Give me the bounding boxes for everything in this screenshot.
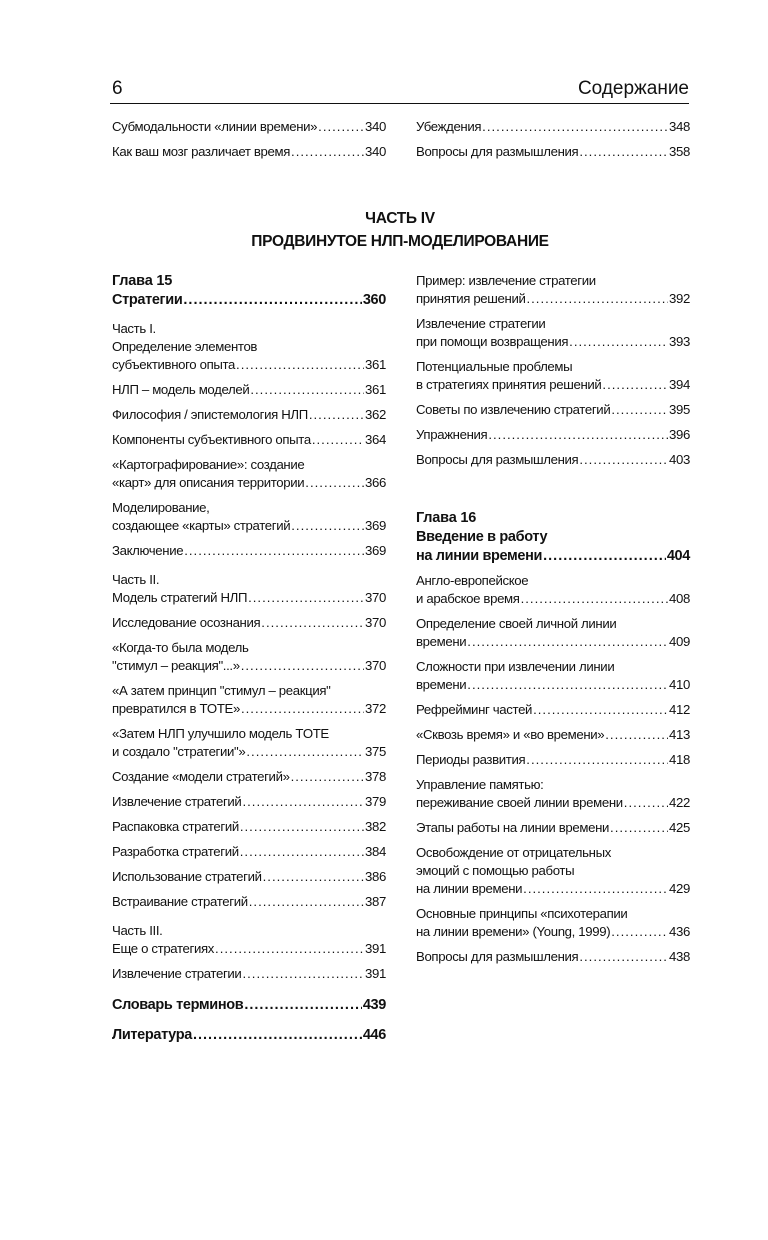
dot-leader: [244, 996, 362, 1014]
toc-entry[interactable]: [112, 965, 386, 983]
toc-entry-glossary[interactable]: [112, 996, 386, 1014]
toc-entry[interactable]: [112, 868, 386, 886]
dot-leader: [263, 868, 364, 886]
entry-title: Сложности при извлечении линии: [416, 659, 615, 674]
entry-page: 391: [365, 966, 386, 981]
entry-page: 340: [365, 119, 386, 134]
entry-title: Распаковка стратегий: [112, 819, 239, 834]
dot-leader: [291, 768, 364, 786]
entry-title-cont: и создало "стратегии"»: [112, 744, 246, 759]
entry-title: Еще о стратегиях: [112, 941, 215, 956]
entry-page: 348: [669, 119, 690, 134]
entry-title-cont: при помощи возвращения: [416, 334, 569, 349]
toc-entry[interactable]: [416, 143, 690, 161]
entry-title-cont: создающее «карты» стратегий: [112, 518, 291, 533]
entry-page: 370: [365, 590, 386, 605]
toc-entry[interactable]: [112, 542, 386, 560]
toc-entry[interactable]: [416, 658, 690, 694]
entry-page: 382: [365, 819, 386, 834]
top-right-entries: [416, 118, 690, 168]
header-rule: [110, 103, 689, 104]
entry-title: Субмодальности «линии времени»: [112, 119, 318, 134]
entry-title: «Сквозь время» и «во времени»: [416, 727, 605, 742]
toc-entry-bibliography[interactable]: [112, 1026, 386, 1044]
dot-leader: [305, 474, 364, 492]
toc-entry[interactable]: [112, 614, 386, 632]
toc-entry[interactable]: [416, 615, 690, 651]
part-2-entries: [112, 589, 386, 911]
toc-entry[interactable]: [416, 726, 690, 744]
entry-page: 340: [365, 144, 386, 159]
entry-title-cont: "стимул – реакция"...»: [112, 658, 240, 673]
entry-page: 404: [666, 548, 690, 564]
entry-title: НЛП – модель моделей: [112, 382, 250, 397]
toc-entry[interactable]: [112, 768, 386, 786]
entry-title: Вопросы для размышления: [416, 144, 579, 159]
part-title: ПРОДВИНУТОЕ НЛП-МОДЕЛИРОВАНИЕ: [251, 233, 549, 250]
chapter-title-cont: на линии времени: [416, 548, 543, 564]
chapter-15-title-entry[interactable]: [112, 291, 386, 309]
entry-title: «А затем принцип "стимул – реакция": [112, 683, 331, 698]
part-heading: [0, 207, 768, 253]
part-3-entries: [112, 940, 386, 983]
dot-leader: [183, 291, 361, 309]
toc-entry[interactable]: [416, 358, 690, 394]
entry-page: 358: [669, 144, 690, 159]
toc-entry[interactable]: [416, 451, 690, 469]
entry-title-cont: на линии времени» (Young, 1999): [416, 924, 611, 939]
entry-title-cont: принятия решений: [416, 291, 526, 306]
toc-entry[interactable]: [112, 843, 386, 861]
toc-entry[interactable]: [416, 572, 690, 608]
dot-leader: [602, 376, 668, 394]
dot-leader: [241, 657, 364, 675]
entry-title: Определение элементов: [112, 339, 258, 354]
entry-title: Модель стратегий НЛП: [112, 590, 248, 605]
dot-leader: [250, 381, 364, 399]
dot-leader: [467, 633, 668, 651]
entry-page: 439: [362, 997, 386, 1013]
toc-entry[interactable]: [416, 905, 690, 941]
entry-title-cont: времени: [416, 634, 467, 649]
entry-title-cont: в стратегиях принятия решений: [416, 377, 602, 392]
entry-title: Словарь терминов: [112, 997, 244, 1013]
entry-page: 403: [669, 452, 690, 467]
top-left-entries: [112, 118, 386, 168]
chapter-16-label: Глава 16: [416, 510, 477, 526]
entry-title: Извлечение стратегий: [112, 794, 242, 809]
entry-title: Определение своей личной линии: [416, 616, 617, 631]
entry-page: 364: [365, 432, 386, 447]
chapter-title: Стратегии: [112, 292, 183, 308]
dot-leader: [605, 726, 668, 744]
toc-entry[interactable]: [112, 639, 386, 675]
entry-title: «Затем НЛП улучшило модель TOTE: [112, 726, 329, 741]
running-title: Содержание: [577, 78, 689, 99]
entry-title: Моделирование,: [112, 500, 210, 515]
dot-leader: [193, 1026, 362, 1044]
toc-entry[interactable]: [112, 589, 386, 607]
entry-page: 412: [669, 702, 690, 717]
entry-title: Заключение: [112, 543, 184, 558]
entry-title: Упражнения: [416, 427, 488, 442]
toc-entry[interactable]: [416, 426, 690, 444]
part-2-label: Часть II.: [112, 572, 160, 587]
toc-entry[interactable]: [416, 776, 690, 812]
toc-entry[interactable]: [416, 819, 690, 837]
dot-leader: [312, 431, 364, 449]
entry-page: 418: [669, 752, 690, 767]
page-number: 6: [112, 78, 123, 99]
entry-page: 361: [365, 357, 386, 372]
entry-page: 395: [669, 402, 690, 417]
entry-title: «Когда-то была модель: [112, 640, 249, 655]
toc-entry[interactable]: [112, 143, 386, 161]
entry-page: 425: [669, 820, 690, 835]
dot-leader: [248, 589, 364, 607]
dot-leader: [215, 940, 364, 958]
entry-page: 410: [669, 677, 690, 692]
right-column: [416, 272, 690, 973]
entry-title: Убеждения: [416, 119, 482, 134]
entry-title: Вопросы для размышления: [416, 949, 579, 964]
entry-page: 360: [362, 292, 386, 308]
entry-page: 429: [669, 881, 690, 896]
dot-leader: [610, 819, 668, 837]
entry-title-cont: переживание своей линии времени: [416, 795, 623, 810]
part-3-label: Часть III.: [112, 923, 163, 938]
toc-entry[interactable]: [112, 499, 386, 535]
entry-title: Использование стратегий: [112, 869, 262, 884]
dot-leader: [291, 517, 364, 535]
chapter-16-entries: [416, 572, 690, 966]
dot-leader: [184, 542, 364, 560]
toc-entry[interactable]: [112, 118, 386, 136]
dot-leader: [242, 965, 364, 983]
toc-entry[interactable]: [112, 338, 386, 374]
entry-page: 366: [365, 475, 386, 490]
entry-page: 370: [365, 658, 386, 673]
toc-entry[interactable]: [112, 793, 386, 811]
entry-page: 361: [365, 382, 386, 397]
toc-entry[interactable]: [112, 682, 386, 718]
dot-leader: [611, 923, 668, 941]
dot-leader: [624, 794, 668, 812]
entry-title: Как ваш мозг различает время: [112, 144, 291, 159]
dot-leader: [543, 547, 666, 565]
entry-page: 408: [669, 591, 690, 606]
dot-leader: [579, 451, 668, 469]
toc-entry[interactable]: [416, 948, 690, 966]
entry-title: Литература: [112, 1027, 192, 1043]
toc-entry[interactable]: [416, 272, 690, 308]
toc-entry[interactable]: [112, 725, 386, 761]
dot-leader: [261, 614, 364, 632]
entry-title-cont: субъективного опыта: [112, 357, 236, 372]
entry-title: эмоций с помощью работы: [416, 863, 575, 878]
entry-title: Создание «модели стратегий»: [112, 769, 290, 784]
entry-page: 391: [365, 941, 386, 956]
toc-entry[interactable]: [112, 818, 386, 836]
entry-page: 387: [365, 894, 386, 909]
toc-entry[interactable]: [416, 701, 690, 719]
entry-title: Периоды развития: [416, 752, 526, 767]
entry-page: 392: [669, 291, 690, 306]
entry-page: 393: [669, 334, 690, 349]
part-1-label: Часть I.: [112, 321, 156, 336]
entry-title: Компоненты субъективного опыта: [112, 432, 311, 447]
toc-entry[interactable]: [112, 431, 386, 449]
dot-leader: [569, 333, 668, 351]
entry-page: 436: [669, 924, 690, 939]
dot-leader: [611, 401, 668, 419]
entry-page: 409: [669, 634, 690, 649]
entry-title: Разработка стратегий: [112, 844, 239, 859]
toc-entry[interactable]: [416, 118, 690, 136]
entry-title: Извлечение стратегии: [112, 966, 242, 981]
toc-entry[interactable]: [416, 751, 690, 769]
entry-page: 370: [365, 615, 386, 630]
entry-page: 413: [669, 727, 690, 742]
entry-page: 372: [365, 701, 386, 716]
toc-entry[interactable]: [416, 315, 690, 351]
chapter-16-title-entry[interactable]: [416, 528, 690, 565]
dot-leader: [241, 700, 364, 718]
entry-title: Этапы работы на линии времени: [416, 820, 610, 835]
part-number: ЧАСТЬ IV: [365, 210, 435, 227]
dot-leader: [488, 426, 668, 444]
dot-leader: [291, 143, 364, 161]
entry-title: Англо-европейское: [416, 573, 529, 588]
dot-leader: [249, 893, 364, 911]
entry-title: Освобождение от отрицательных: [416, 845, 611, 860]
dot-leader: [523, 880, 668, 898]
part-1-entries: [112, 338, 386, 560]
entry-page: 422: [669, 795, 690, 810]
dot-leader: [240, 818, 364, 836]
dot-leader: [240, 843, 364, 861]
entry-title: Вопросы для размышления: [416, 452, 579, 467]
dot-leader: [579, 143, 668, 161]
right-top-entries: [416, 272, 690, 469]
toc-entry[interactable]: [112, 381, 386, 399]
entry-title: Извлечение стратегии: [416, 316, 546, 331]
toc-entry[interactable]: [112, 893, 386, 911]
dot-leader: [533, 701, 668, 719]
dot-leader: [526, 290, 668, 308]
dot-leader: [309, 406, 364, 424]
entry-page: 384: [365, 844, 386, 859]
entry-page: 369: [365, 518, 386, 533]
chapter-15-label: Глава 15: [112, 273, 173, 289]
dot-leader: [526, 751, 668, 769]
dot-leader: [482, 118, 668, 136]
dot-leader: [236, 356, 364, 374]
toc-entry[interactable]: [112, 940, 386, 958]
entry-title-cont: «карт» для описания территории: [112, 475, 305, 490]
entry-title-cont: превратился в TOTE»: [112, 701, 240, 716]
dot-leader: [318, 118, 364, 136]
entry-page: 362: [365, 407, 386, 422]
entry-page: 386: [365, 869, 386, 884]
entry-page: 378: [365, 769, 386, 784]
entry-page: 438: [669, 949, 690, 964]
entry-title: Исследование осознания: [112, 615, 261, 630]
entry-title-cont: времени: [416, 677, 467, 692]
entry-title: Управление памятью:: [416, 777, 544, 792]
entry-title-cont: на линии времени: [416, 881, 523, 896]
entry-title: Философия / эпистемология НЛП: [112, 407, 308, 422]
entry-page: 396: [669, 427, 690, 442]
entry-title: Советы по извлечению стратегий: [416, 402, 611, 417]
entry-title: Основные принципы «психотерапии: [416, 906, 628, 921]
entry-title: Потенциальные проблемы: [416, 359, 573, 374]
dot-leader: [521, 590, 668, 608]
toc-entry[interactable]: [112, 456, 386, 492]
entry-title: Встраивание стратегий: [112, 894, 248, 909]
dot-leader: [242, 793, 364, 811]
entry-page: 446: [362, 1027, 386, 1043]
left-column: [112, 272, 386, 1056]
entry-title: Пример: извлечение стратегии: [416, 273, 596, 288]
entry-page: 369: [365, 543, 386, 558]
entry-page: 394: [669, 377, 690, 392]
dot-leader: [467, 676, 668, 694]
toc-entry[interactable]: [416, 401, 690, 419]
chapter-title: Введение в работу: [416, 529, 548, 545]
entry-title-cont: и арабское время: [416, 591, 520, 606]
entry-title: Рефрейминг частей: [416, 702, 533, 717]
toc-entry[interactable]: [112, 406, 386, 424]
dot-leader: [579, 948, 668, 966]
entry-page: 379: [365, 794, 386, 809]
entry-page: 375: [365, 744, 386, 759]
toc-entry[interactable]: [416, 844, 690, 898]
dot-leader: [246, 743, 364, 761]
entry-title: «Картографирование»: создание: [112, 457, 305, 472]
